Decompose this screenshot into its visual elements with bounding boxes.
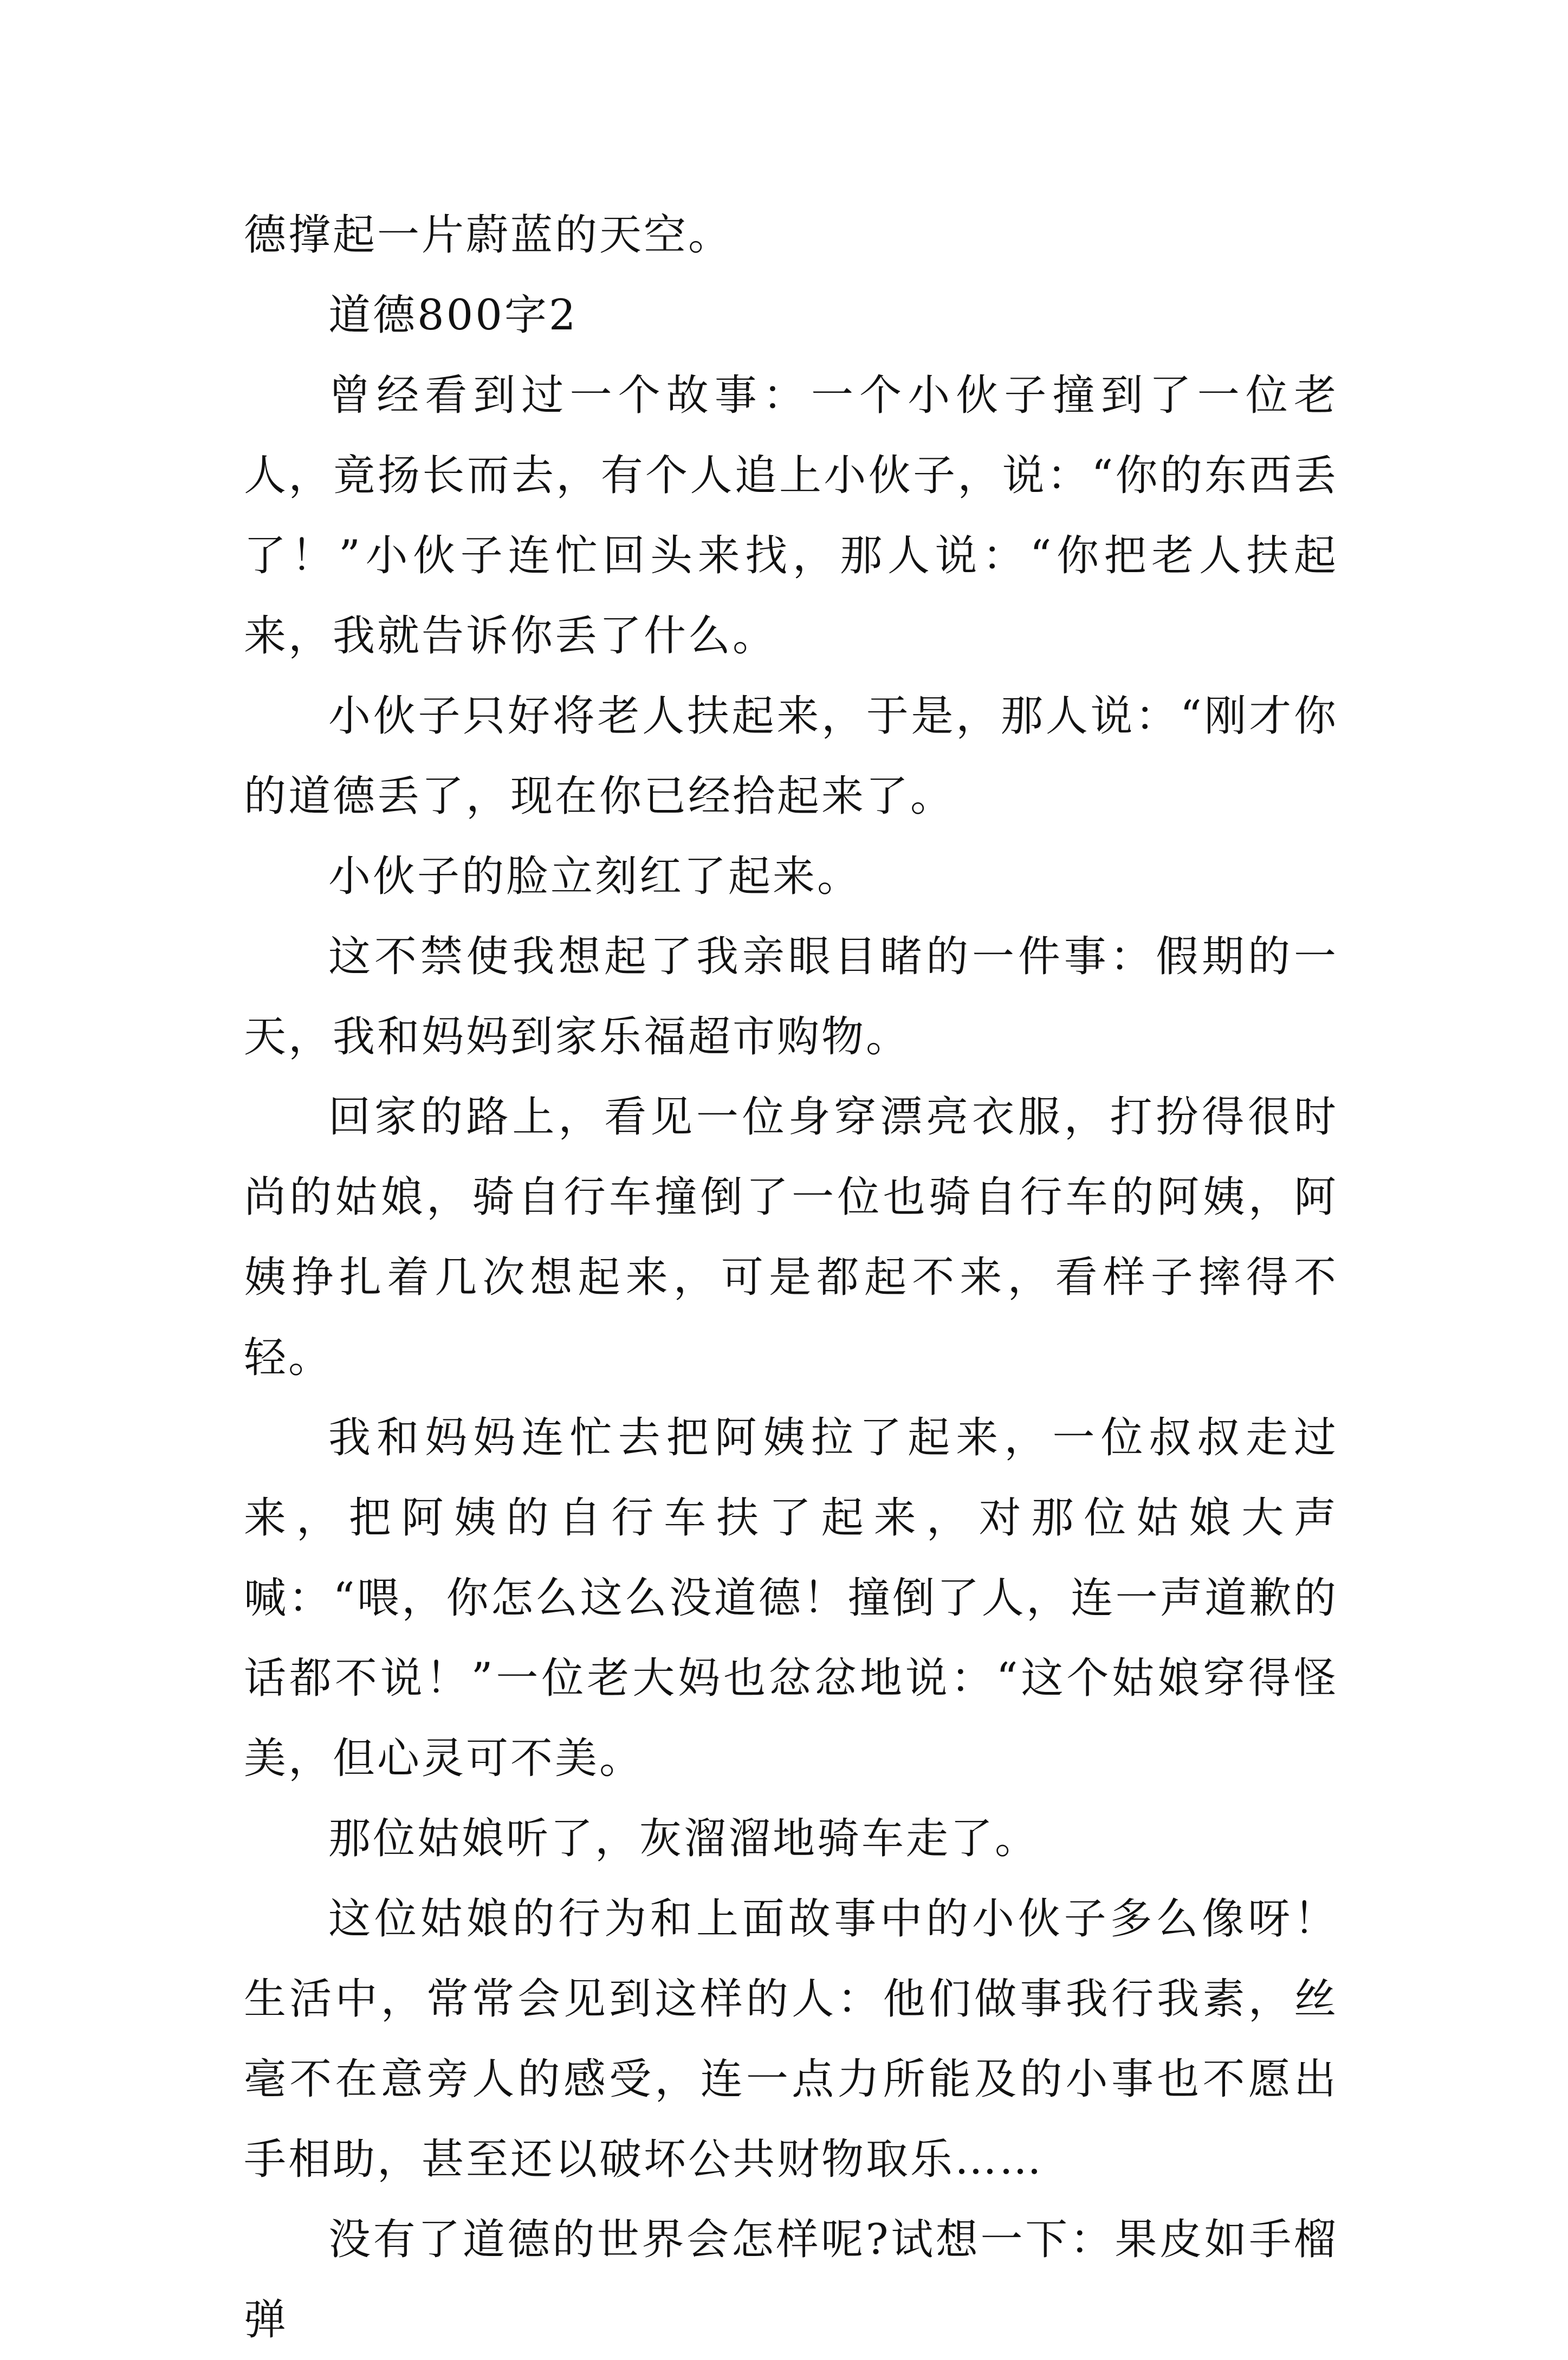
paragraph-continuation: 德撑起一片蔚蓝的天空。 [244, 211, 733, 260]
paragraph: 回家的路上，看见一位身穿漂亮衣服，打扮得很时尚的姑娘，骑自行车撞倒了一位也骑自行车的阿姨，阿姨挣扎着几次想起来，可是都起不来，看样子摔得不轻。 [244, 1093, 1338, 1382]
paragraph: 小伙子只好将老人扶起来，于是，那人说：“刚才你的道德丢了，现在你已经拾起来了。 [244, 692, 1338, 821]
paragraph: 小伙子的脸立刻红了起来。 [328, 852, 862, 901]
paragraph: 没有了道德的世界会怎样呢?试想一下：果皮如手榴弹 [244, 2215, 1338, 2344]
paragraph: 这位姑娘的行为和上面故事中的小伙子多么像呀！生活中，常常会见到这样的人：他们做事我行我素，丝毫不在意旁人的感受，连一点力所能及的小事也不愿出手相助，甚至还以破坏公共财物取乐…… [244, 1895, 1338, 2184]
paragraph: 我和妈妈连忙去把阿姨拉了起来，一位叔叔走过来，把阿姨的自行车扶了起来，对那位姑娘大声喊：“喂，你怎么这么没道德！撞倒了人，连一声道歉的话都不说！”一位老大妈也忿忿地说：“这个姑娘穿得怪美，但心灵可不美。 [244, 1414, 1338, 1783]
essay-title: 道德800字2 [328, 291, 578, 340]
document-body [244, 195, 1338, 2360]
paragraph: 这不禁使我想起了我亲眼目睹的一件事：假期的一天，我和妈妈到家乐福超市购物。 [244, 932, 1338, 1061]
paragraph: 曾经看到过一个故事：一个小伙子撞到了一位老人，竟扬长而去，有个人追上小伙子，说：“你的东西丢了！”小伙子连忙回头来找，那人说：“你把老人扶起来，我就告诉你丢了什么。 [244, 371, 1338, 660]
paragraph: 那位姑娘听了，灰溜溜地骑车走了。 [328, 1814, 1040, 1863]
